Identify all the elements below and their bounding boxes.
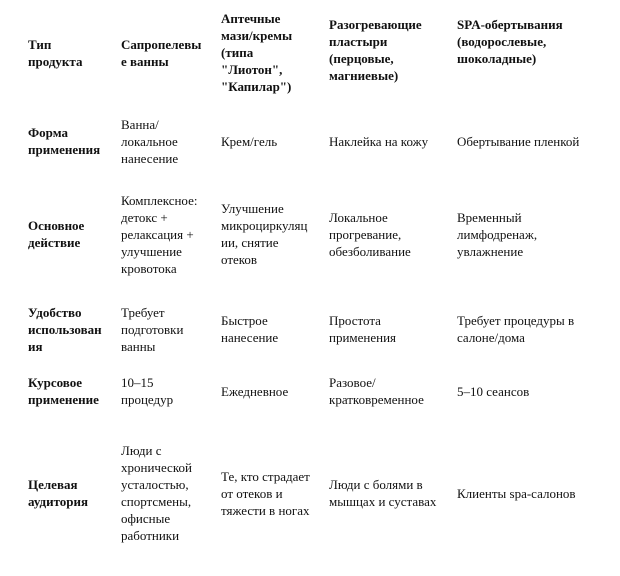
header-product-type: Тип продукта [28, 37, 83, 69]
table-cell: Обертывание пленкой [457, 133, 580, 149]
table-cell: Люди с болями в мышцах и суставах [329, 477, 437, 509]
row-label-main-action: Основное действие [28, 218, 85, 250]
row-label-course-use: Курсовое применение [28, 375, 99, 407]
table-cell: Улучшение микроциркуляции, снятие отеков [221, 201, 308, 267]
table-cell: Требует процедуры в салоне/дома [457, 313, 575, 345]
table-cell: 10–15 процедур [121, 375, 174, 407]
table-cell: Клиенты spa-салонов [457, 485, 576, 501]
table-cell: Наклейка на кожу [329, 133, 429, 149]
table-row [20, 172, 609, 296]
header-row [20, 6, 609, 110]
table-cell: Комплексное: детокс + релаксация + улучшение кровотока [121, 192, 198, 276]
header-spa-wraps: SPA-обертывания (водорослевые, шоколадные) [457, 17, 563, 66]
row-label-application-form: Форма применения [28, 125, 101, 157]
header-pharmacy-creams: Аптечные мази/кремы (типа "Лиотон", "Капилар") [221, 11, 293, 94]
row-label-convenience: Удобство использования [28, 304, 102, 354]
table-cell: Люди с хронической усталостью, спортсмены, офисные работники [121, 443, 192, 543]
table-cell: Локальное прогревание, обезболивание [329, 209, 411, 259]
table-cell: 5–10 сеансов [457, 383, 530, 399]
table-row [20, 296, 609, 362]
table-row [20, 110, 609, 172]
table-cell: Крем/гель [221, 133, 278, 149]
table-cell: Ежедневное [221, 383, 289, 399]
header-sapropel-baths: Сапропелевые ванны [121, 37, 202, 69]
comparison-table [20, 6, 609, 566]
table-cell: Ванна/локальное нанесение [121, 116, 179, 166]
header-warming-patches: Разогревающие пластыри (перцовые, магниевые) [329, 17, 422, 83]
table-cell: Быстрое нанесение [221, 313, 279, 345]
table-cell: Временный лимфодренаж, увлажнение [457, 209, 538, 259]
table-row [20, 420, 609, 566]
table-row [20, 362, 609, 420]
table-cell: Те, кто страдает от отеков и тяжести в ногах [221, 468, 310, 518]
row-label-target-audience: Целевая аудитория [28, 477, 89, 509]
table-cell: Разовое/кратковременное [329, 375, 424, 407]
table-cell: Простота применения [329, 313, 397, 345]
table-cell: Требует подготовки ванны [121, 304, 184, 354]
